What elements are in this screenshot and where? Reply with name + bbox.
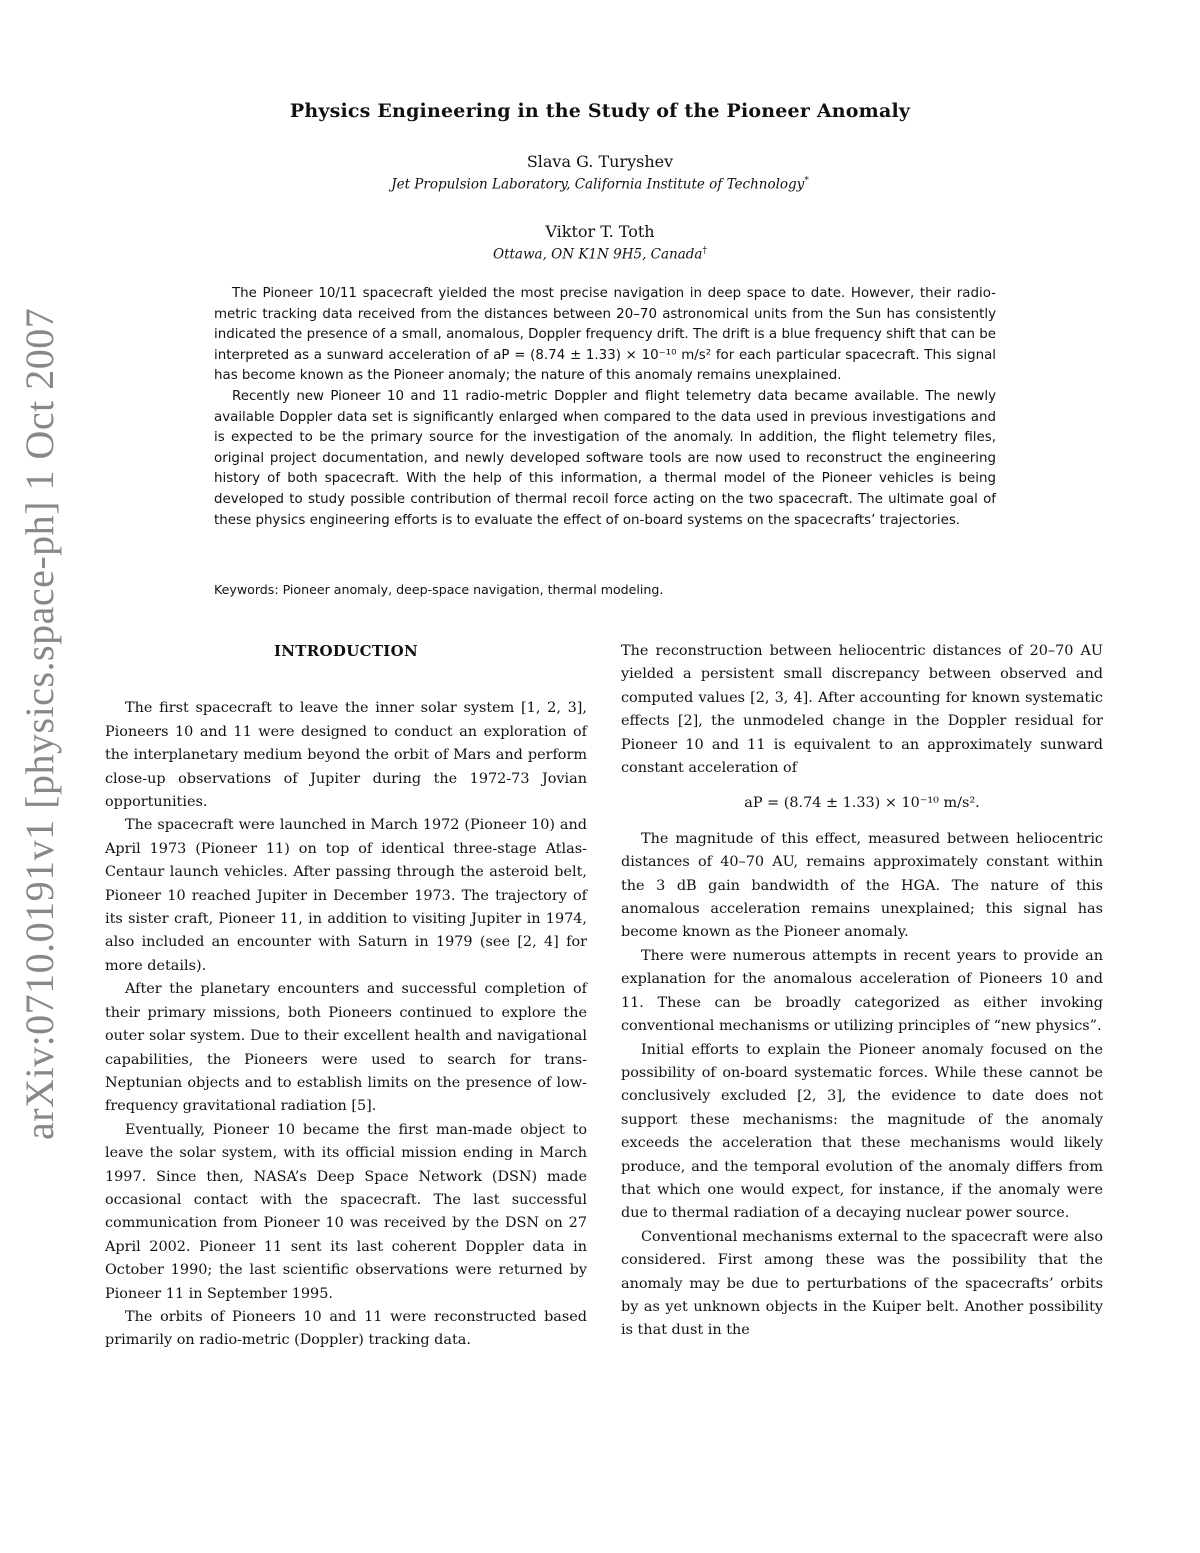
author-affiliation-1: Jet Propulsion Laboratory, California Institute of Technology*: [391, 176, 809, 193]
keywords: Keywords: Pioneer anomaly, deep-space navigation, thermal modeling.: [214, 582, 664, 597]
author-name-1: Slava G. Turyshev: [526, 152, 674, 171]
author-affiliation-2: Ottawa, ON K1N 9H5, Canada†: [493, 246, 707, 263]
section-heading: INTRODUCTION: [273, 642, 418, 660]
abstract-paragraph: Recently new Pioneer 10 and 11 radio-metric Doppler and flight telemetry data became available. The newly available Doppler data set is significantly enlarged when compared to the data used in previous investigations and is expected to be the primary source for the investigation of the anomaly. In addition, the flight telemetry files, original project documentation, and newly developed software tools are now used to reconstruct the engineering history of both spacecraft. With the help of this information, a thermal model of the Pioneer vehicles is being developed to study possible contribution of thermal recoil force acting on the two spacecraft. The ultimate goal of these physics engineering efforts is to evaluate the effect of on-board systems on the spacecrafts’ trajectories.: [214, 388, 996, 528]
left-column: [105, 640, 587, 1353]
body-paragraph: Conventional mechanisms external to the spacecraft were also considered. First among these was the possibility that the anomaly may be due to perturbations of the spacecrafts’ orbits by as yet unknown objects in the Kuiper belt. Another possibility is that dust in the: [621, 1228, 1103, 1339]
body-paragraph: The reconstruction between heliocentric distances of 20–70 AU yielded a persistent small discrepancy between observed and computed values [2, 3, 4]. After accounting for known systematic effects [2], the unmodeled change in the Doppler residual for Pioneer 10 and 11 is equivalent to an approximately sunward constant acceleration of: [621, 643, 1103, 777]
body-paragraph: Eventually, Pioneer 10 became the first man-made object to leave the solar system, with its official mission ending in March 1997. Since then, NASA’s Deep Space Network (DSN) made occasional contact with the spacecraft. The last successful communication from Pioneer 10 was received by the DSN on 27 April 2002. Pioneer 11 sent its last coherent Doppler data in October 1990; the last scientific observations were returned by Pioneer 11 in September 1995.: [105, 1121, 587, 1302]
body-paragraph: The spacecraft were launched in March 1972 (Pioneer 10) and April 1973 (Pioneer 11) on top of identical three-stage Atlas-Centaur launch vehicles. After passing through the asteroid belt, Pioneer 10 reached Jupiter in December 1973. The trajectory of its sister craft, Pioneer 11, in addition to visiting Jupiter in 1974, also included an encounter with Saturn in 1979 (see [2, 4] for more details).: [105, 817, 587, 974]
body-paragraph: The magnitude of this effect, measured between heliocentric distances of 40–70 AU, remains approximately constant within the 3 dB gain bandwidth of the HGA. The nature of this anomalous acceleration remains unexplained; this signal has become known as the Pioneer anomaly.: [621, 830, 1103, 941]
abstract-paragraph: The Pioneer 10/11 spacecraft yielded the most precise navigation in deep space to date. However, their radio-metric tracking data received from the distances between 20–70 astronomical units from the Sun has consistently indicated the presence of a small, anomalous, Doppler frequency drift. The drift is a blue frequency shift that can be interpreted as a sunward acceleration of aP = (8.74 ± 1.33) × 10⁻¹⁰ m/s² for each particular spacecraft. This signal has become known as the Pioneer anomaly; the nature of this anomaly remains unexplained.: [214, 286, 996, 384]
equation: aP = (8.74 ± 1.33) × 10⁻¹⁰ m/s².: [744, 795, 980, 812]
body-paragraph: There were numerous attempts in recent years to provide an explanation for the anomalous acceleration of Pioneers 10 and 11. These can be broadly categorized as either invoking conventional mechanisms or utilizing principles of “new physics”.: [621, 947, 1103, 1035]
body-paragraph: The orbits of Pioneers 10 and 11 were reconstructed based primarily on radio-metric (Doppler) tracking data.: [105, 1308, 587, 1349]
right-column: [621, 640, 1103, 1343]
body-paragraph: After the planetary encounters and successful completion of their primary missions, both Pioneers continued to explore the outer solar system. Due to their excellent health and navigational capabilities, the Pioneers were used to search for trans-Neptunian objects and to establish limits on the presence of low-frequency gravitational radiation [5].: [105, 981, 587, 1115]
author-name-2: Viktor T. Toth: [545, 222, 655, 241]
body-paragraph: The first spacecraft to leave the inner solar system [1, 2, 3], Pioneers 10 and 11 were designed to conduct an exploration of the interplanetary medium beyond the orbit of Mars and perform close-up observations of Jupiter during the 1972-73 Jovian opportunities.: [105, 700, 587, 811]
paper-title: Physics Engineering in the Study of the Pioneer Anomaly: [289, 100, 911, 122]
arxiv-stamp: arXiv:0710.0191v1 [physics.space-ph] 1 Oct 2007: [17, 307, 62, 1140]
abstract: [214, 284, 996, 531]
body-paragraph: Initial efforts to explain the Pioneer anomaly focused on the possibility of on-board systematic forces. While these cannot be conclusively excluded [2, 3], the evidence to date does not support these mechanisms: the magnitude of the anomaly exceeds the acceleration that these mechanisms would likely produce, and the temporal evolution of the anomaly differs from that which one would expect, for instance, if the anomaly were due to thermal radiation of a decaying nuclear power source.: [621, 1041, 1103, 1222]
